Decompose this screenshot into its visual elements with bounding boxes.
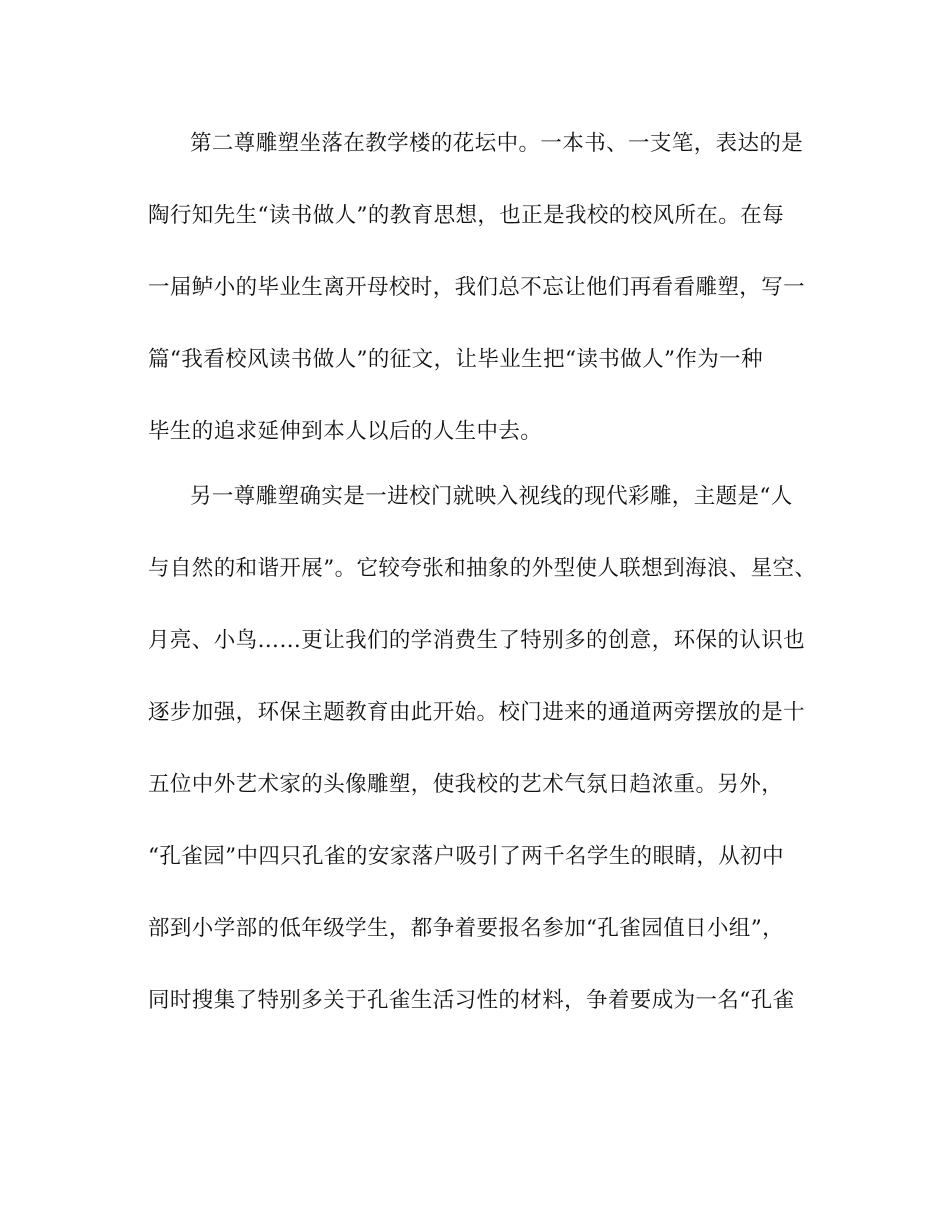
paragraph-2-line-8: 同时搜集了特别多关于孔雀生活习性的材料，争着要成为一名“孔雀 (148, 988, 795, 1013)
paragraph-1-line-4: 篇“我看校风读书做人”的征文，让毕业生把“读书做人”作为一种 (148, 347, 763, 372)
paragraph-2-line-2: 与自然的和谐开展”。它较夸张和抽象的外型使人联想到海浪、星空、 (148, 556, 817, 581)
paragraph-2-line-6: “孔雀园”中四只孔雀的安家落户吸引了两千名学生的眼睛，从初中 (148, 844, 784, 869)
paragraph-2-line-3: 月亮、小鸟……更让我们的学消费生了特别多的创意，环保的认识也 (148, 628, 806, 653)
paragraph-2-line-5: 五位中外艺术家的头像雕塑，使我校的艺术气氛日趋浓重。另外， (148, 772, 784, 797)
paragraph-1-line-2: 陶行知先生“读书做人”的教育思想，也正是我校的校风所在。在每 (148, 203, 784, 228)
paragraph-1-line-1: 第二尊雕塑坐落在教学楼的花坛中。一本书、一支笔，表达的是 (190, 131, 804, 156)
paragraph-2-line-4: 逐步加强，环保主题教育由此开始。校门进来的通道两旁摆放的是十 (148, 700, 806, 725)
paragraph-2-line-7: 部到小学部的低年级学生，都争着要报名参加“孔雀园值日小组”， (148, 916, 784, 941)
paragraph-1-line-5: 毕生的追求延伸到本人以后的人生中去。 (148, 419, 543, 444)
paragraph-1-line-3: 一届鲈小的毕业生离开母校时，我们总不忘让他们再看看雕塑，写一 (148, 275, 806, 300)
paragraph-2-line-1: 另一尊雕塑确实是一进校门就映入视线的现代彩雕，主题是“人 (190, 484, 793, 509)
